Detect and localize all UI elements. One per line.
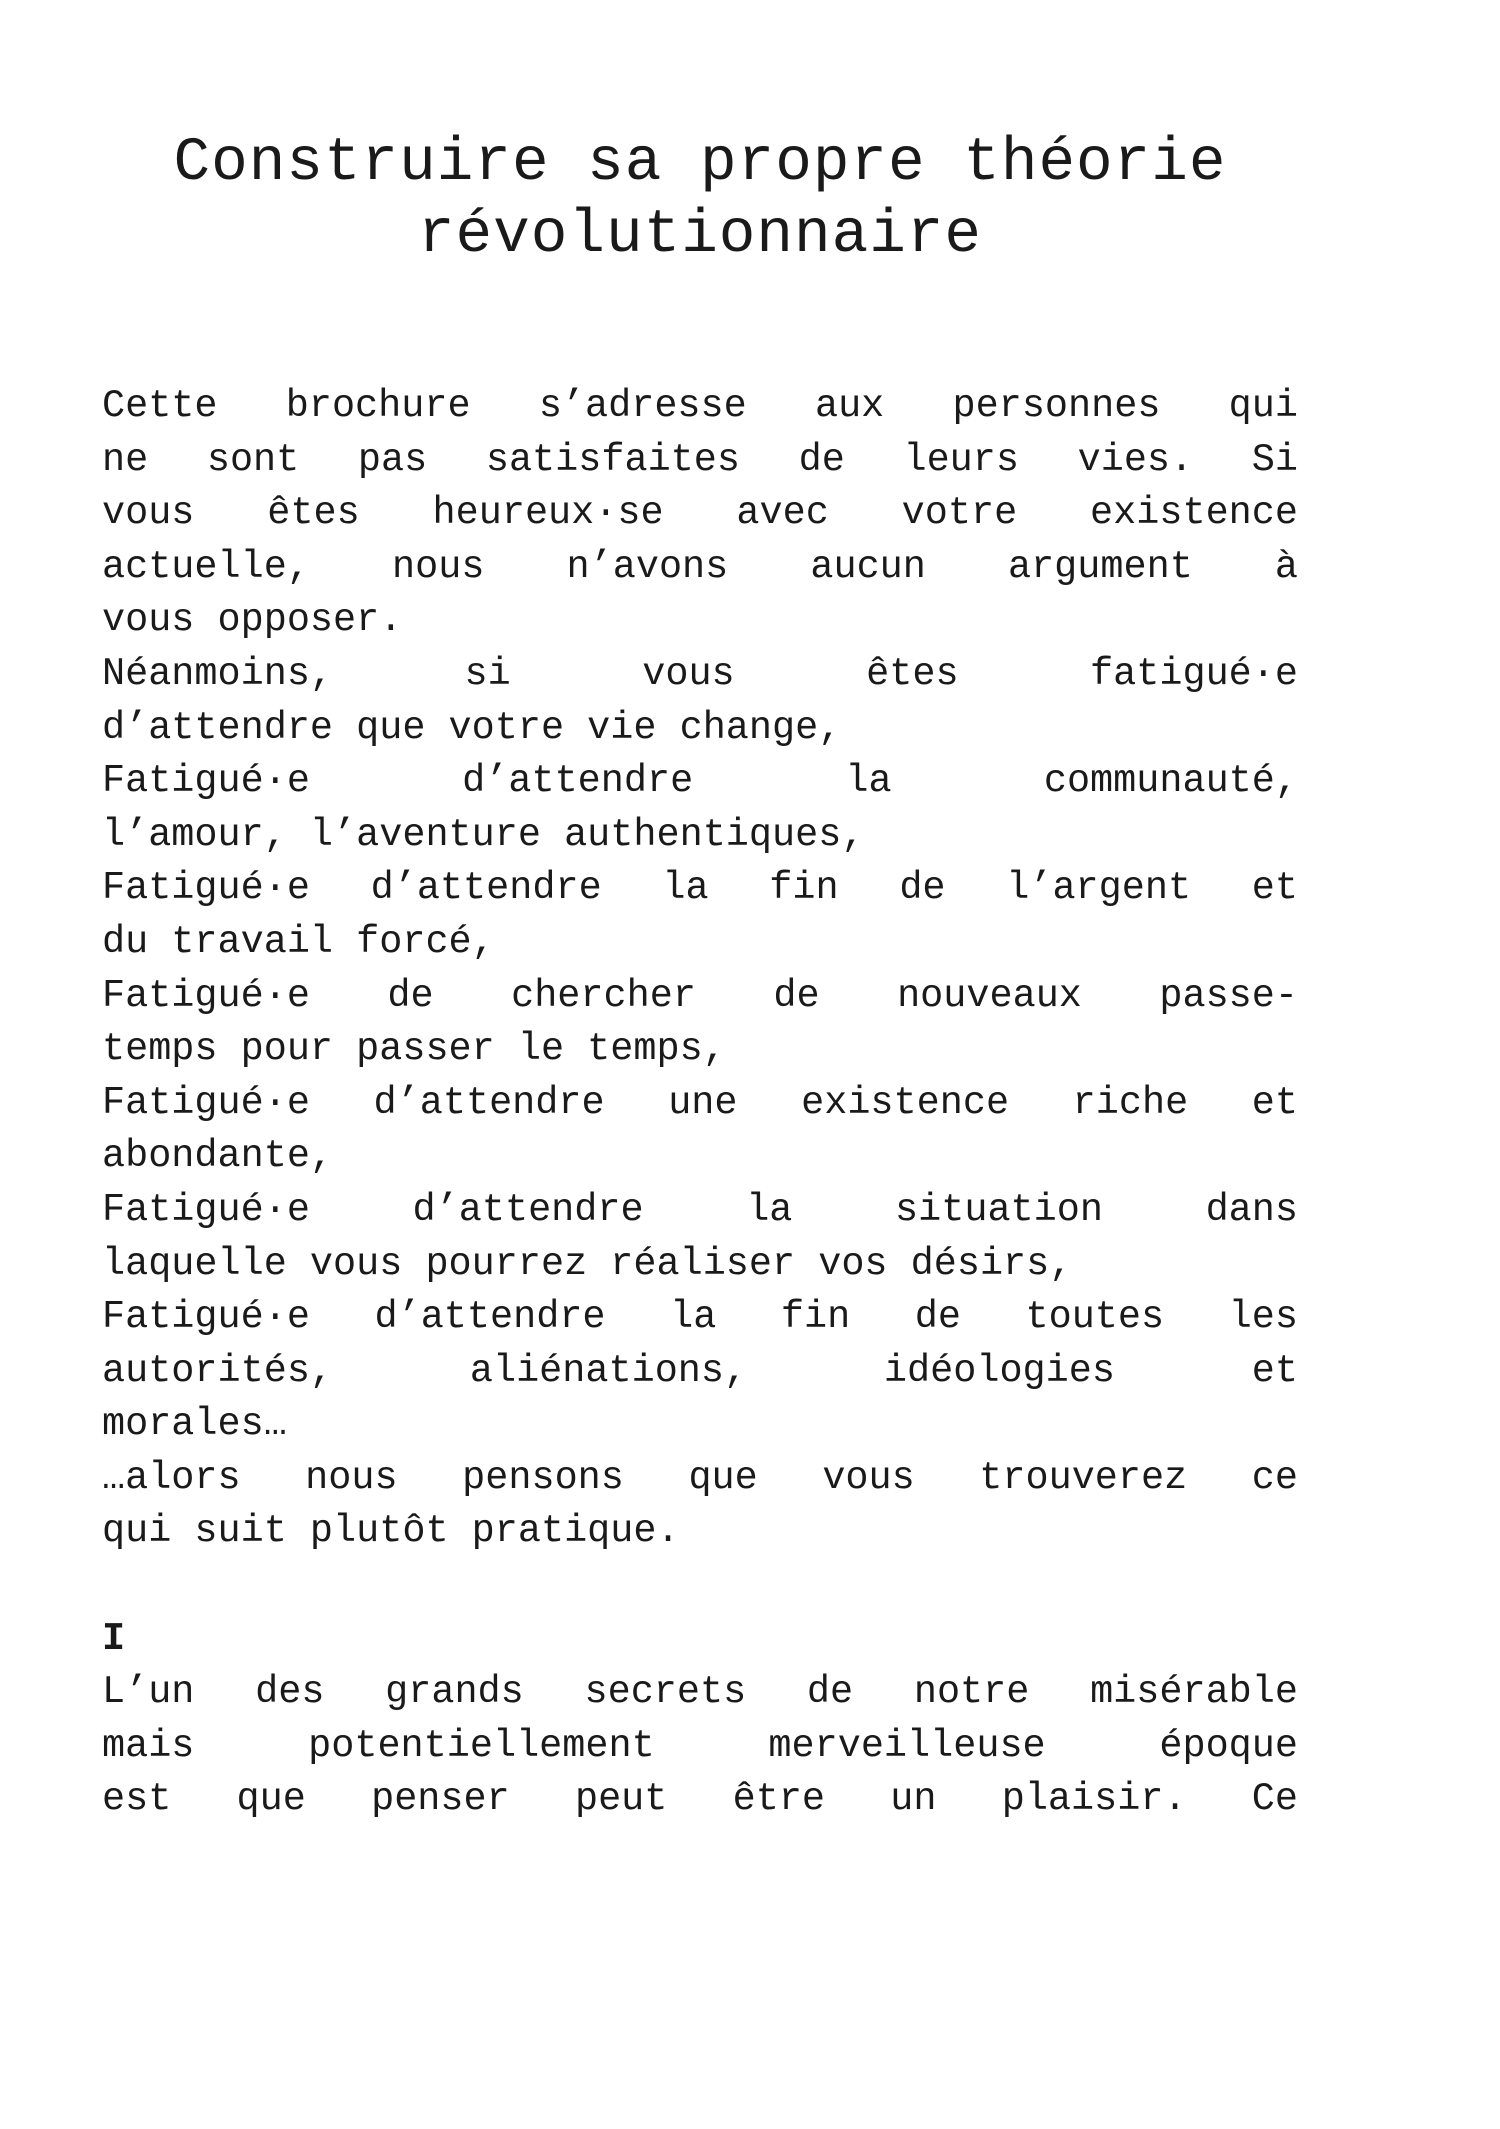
paragraph-gap [102, 1559, 1298, 1613]
text-line: temps pour passer le temps, [102, 1027, 726, 1072]
text-line: qui suit plutôt pratique. [102, 1509, 680, 1554]
text-line: Fatigué·e d’attendre la communauté, [102, 759, 1298, 804]
text-line: vous êtes heureux·se avec votre existence [102, 491, 1298, 536]
text-line: Cette brochure s’adresse aux personnes qui [102, 384, 1298, 428]
text-line: abondante, [102, 1134, 334, 1179]
text-line: Fatigué·e d’attendre une existence riche et [102, 1080, 1298, 1125]
text-line: l’amour, l’aventure authentiques, [102, 812, 865, 857]
page-title [80, 128, 1320, 272]
title-line: révolutionnaire [417, 201, 983, 270]
title-line: Construire sa propre théorie [173, 129, 1227, 198]
section-paragraph [102, 1666, 1298, 1827]
text-line: actuelle, nous n’avons aucun argument à [102, 544, 1298, 589]
text-line: du travail forcé, [102, 919, 495, 964]
body-text [102, 380, 1298, 1827]
text-line: Fatigué·e d’attendre la fin de toutes les [102, 1295, 1298, 1340]
text-line: est que penser peut être un plaisir. Ce [102, 1777, 1298, 1822]
text-line: Néanmoins, si vous êtes fatigué·e [102, 651, 1298, 696]
text-line: d’attendre que votre vie change, [102, 705, 842, 750]
intro-paragraph [102, 380, 1298, 1559]
text-line: vous opposer. [102, 598, 403, 643]
text-line: Fatigué·e d’attendre la fin de l’argent et [102, 866, 1298, 911]
text-line: ne sont pas satisfaites de leurs vies. Si [102, 437, 1298, 482]
text-line: laquelle vous pourrez réaliser vos désirs, [102, 1241, 1073, 1286]
text-line: mais potentiellement merveilleuse époque [102, 1723, 1298, 1768]
text-line: morales… [102, 1402, 287, 1447]
text-line: L’un des grands secrets de notre misérable [102, 1670, 1298, 1715]
text-line: …alors nous pensons que vous trouverez ce [102, 1455, 1298, 1500]
text-line: Fatigué·e de chercher de nouveaux passe- [102, 973, 1298, 1018]
text-line: autorités, aliénations, idéologies et [102, 1348, 1298, 1393]
text-line: Fatigué·e d’attendre la situation dans [102, 1187, 1298, 1232]
section-heading: I [102, 1616, 126, 1661]
